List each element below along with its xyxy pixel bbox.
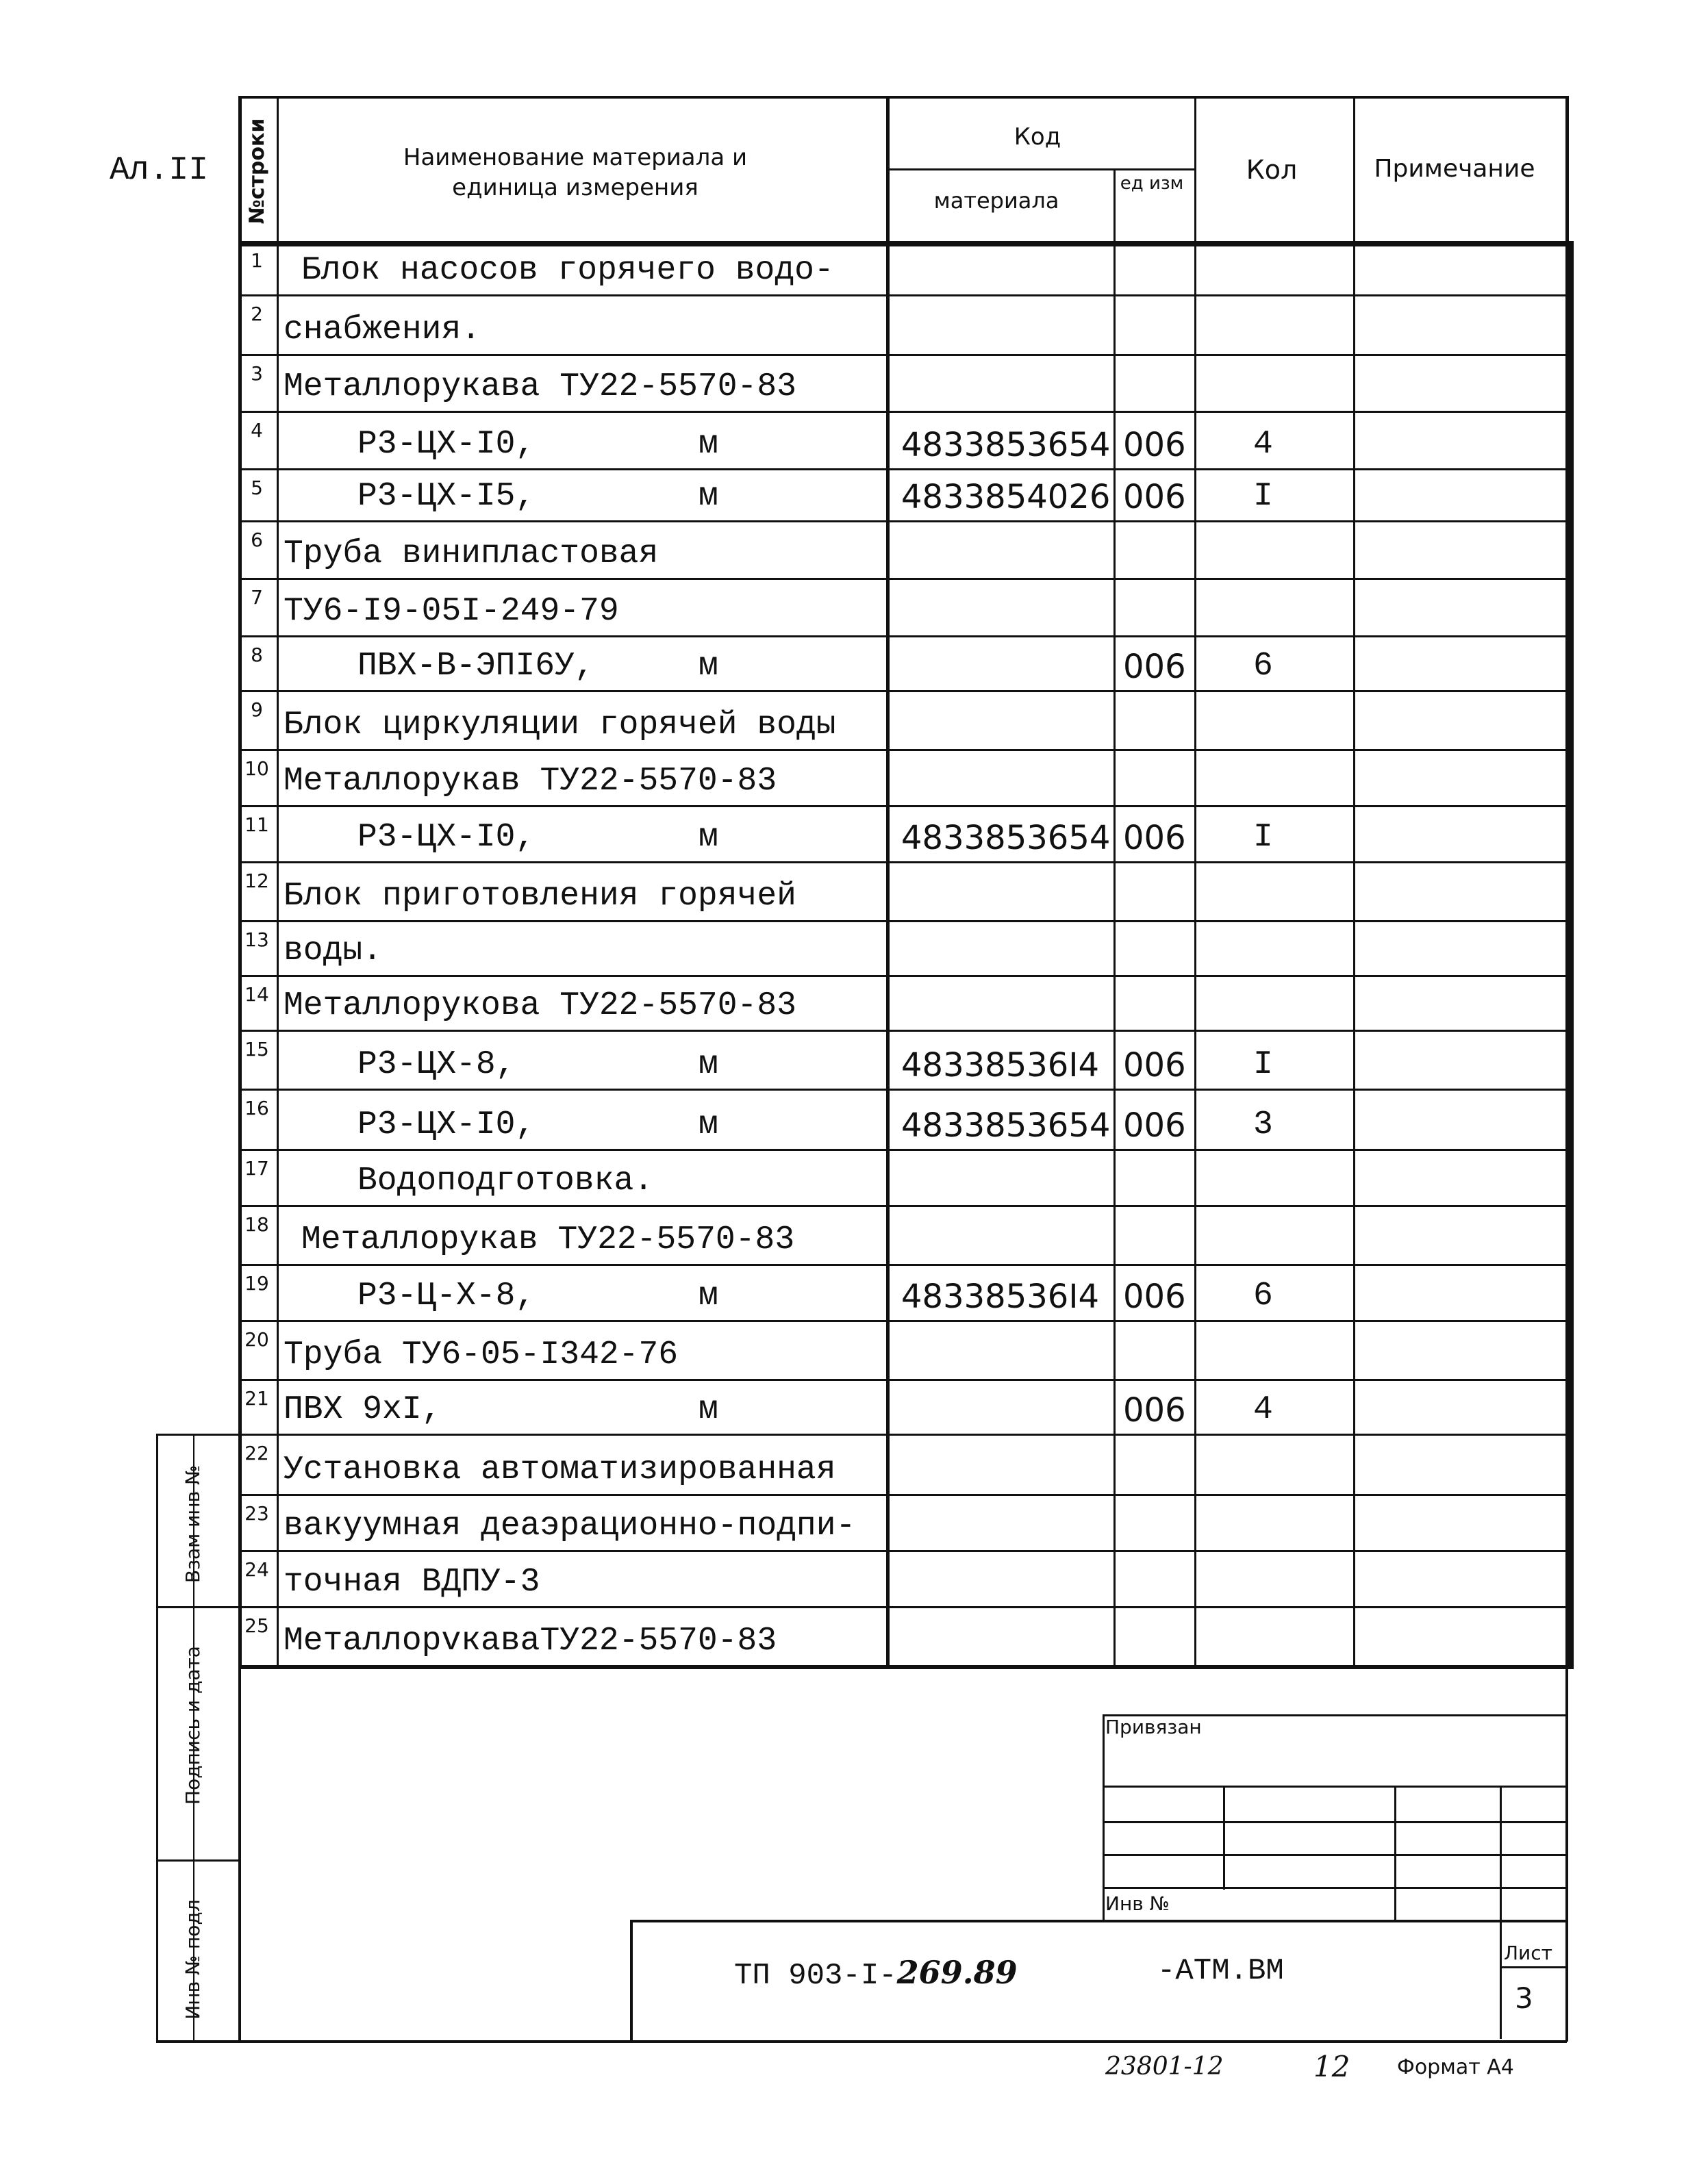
row-number: 6 — [251, 529, 263, 551]
stamp-inv-no: Инв № — [1105, 1892, 1170, 1915]
header-code: Код — [1014, 123, 1061, 151]
row-number: 21 — [244, 1387, 269, 1410]
row-line — [238, 468, 1574, 470]
unit: м — [699, 819, 718, 856]
margin-vzam-inv: Взам инв № — [181, 1464, 204, 1584]
stamp-line — [1103, 1887, 1568, 1889]
material-name: Р3-ЦХ-I5, — [357, 478, 536, 515]
material-code: 4833853654 — [901, 1106, 1111, 1145]
row-number: 2 — [251, 303, 263, 325]
row-line — [238, 749, 1574, 751]
row-number: 19 — [244, 1272, 269, 1295]
row-line — [238, 520, 1574, 522]
margin-podpis-data: Подпись и дата — [181, 1646, 204, 1805]
unit: м — [699, 1046, 718, 1083]
table-right-thick-border — [1568, 241, 1574, 1665]
header-name: Наименование материала и единица измерения — [403, 144, 748, 201]
frame-left-line — [238, 1665, 241, 2042]
material-name: Блок циркуляции горячей воды — [284, 707, 836, 744]
stamp-privyazan: Привязан — [1105, 1716, 1202, 1738]
unit: м — [699, 1391, 718, 1428]
material-code: 48338536I4 — [901, 1046, 1100, 1084]
col-line — [1194, 96, 1196, 1665]
row-number: 23 — [244, 1502, 269, 1525]
table-top-border — [238, 96, 1565, 99]
header-row-no: №строки — [245, 118, 269, 225]
col-line — [886, 96, 890, 1665]
material-name: Водоподготовка. — [357, 1163, 654, 1199]
col-line — [277, 96, 279, 1665]
row-line — [238, 354, 1574, 356]
material-name: Блок приготовления горячей — [284, 878, 796, 915]
row-line — [238, 635, 1574, 637]
material-name: Труба винипластовая — [284, 535, 659, 572]
stamp-left-line — [1103, 1714, 1105, 1920]
row-line — [238, 861, 1574, 863]
row-line — [238, 578, 1574, 580]
sheet-label: Ал.II — [110, 152, 209, 189]
material-name: Р3-ЦХ-8, — [357, 1046, 516, 1083]
stamp-line — [1103, 1854, 1568, 1856]
margin-left-line — [156, 1434, 158, 2042]
doc-code-prefix: ТП 903-I- — [734, 1959, 897, 1993]
material-name: Металлорукова ТУ22-5570-83 — [284, 987, 796, 1024]
row-number: 22 — [244, 1442, 269, 1464]
unit: м — [699, 1106, 718, 1143]
row-number: 5 — [251, 477, 263, 499]
row-number: 20 — [244, 1328, 269, 1351]
row-line — [238, 1550, 1574, 1552]
unit-code: 006 — [1123, 426, 1186, 464]
row-number: 24 — [244, 1558, 269, 1581]
quantity: 4 — [1253, 1391, 1273, 1428]
row-line — [238, 1149, 1574, 1151]
stamp-list-label: Лист — [1504, 1942, 1552, 1964]
stamp-list-no: 3 — [1515, 1981, 1533, 2015]
row-line — [238, 1320, 1574, 1322]
footer-format: Формат А4 — [1397, 2055, 1514, 2079]
material-name: Р3-ЦХ-I0, — [357, 1106, 536, 1143]
quantity: I — [1253, 819, 1273, 856]
row-line — [238, 920, 1574, 922]
table-bottom-border — [238, 1665, 1574, 1669]
material-name: Металлорукава ТУ22-5570-83 — [284, 368, 796, 405]
col-line — [1113, 168, 1116, 1665]
row-number: 15 — [244, 1038, 269, 1061]
material-name: точная ВДПУ-3 — [284, 1564, 540, 1601]
material-code: 4833854026 — [901, 478, 1111, 516]
unit-code: 006 — [1123, 1391, 1186, 1430]
material-name: Металлорукав ТУ22-5570-83 — [301, 1221, 795, 1258]
doc-code-handwritten: 269.89 — [896, 1954, 1018, 1991]
header-bottom-border — [238, 241, 1574, 246]
unit: м — [699, 1278, 718, 1315]
row-number: 14 — [244, 983, 269, 1006]
row-line — [238, 1089, 1574, 1091]
quantity: 3 — [1253, 1106, 1273, 1143]
material-name: Блок насосов горячего водо- — [301, 252, 834, 289]
row-line — [238, 294, 1574, 296]
quantity: 6 — [1253, 648, 1273, 685]
footer-page-hand: 12 — [1313, 2050, 1350, 2083]
row-number: 18 — [244, 1213, 269, 1236]
unit-code: 006 — [1123, 1278, 1186, 1316]
frame-right-line — [1565, 1665, 1568, 2042]
row-line — [238, 1494, 1574, 1496]
row-line — [238, 1264, 1574, 1266]
row-line — [238, 1379, 1574, 1381]
unit-code: 006 — [1123, 1106, 1186, 1145]
row-line — [238, 805, 1574, 807]
row-line — [238, 1205, 1574, 1207]
row-number: 16 — [244, 1097, 269, 1119]
row-line — [238, 975, 1574, 977]
material-name: Металлорукав ТУ22-5570-83 — [284, 763, 777, 800]
material-name: ТУ6-I9-05I-249-79 — [284, 593, 619, 630]
material-name: снабжения. — [284, 312, 481, 348]
stamp-line — [1103, 1786, 1568, 1788]
row-number: 12 — [244, 869, 269, 892]
quantity: 4 — [1253, 426, 1273, 463]
row-number: 1 — [251, 249, 263, 272]
row-number: 25 — [244, 1614, 269, 1637]
row-number: 4 — [251, 419, 263, 442]
header-note: Примечание — [1374, 155, 1535, 183]
material-name: Р3-ЦХ-I0, — [357, 819, 536, 856]
title-block-left-line — [630, 1920, 633, 2040]
unit-code: 006 — [1123, 648, 1186, 686]
doc-code — [734, 1954, 1018, 1993]
material-name: ПВХ-В-ЭПI6У, — [357, 648, 594, 685]
stamp-col-line — [1394, 1786, 1396, 1920]
material-code: 48338536I4 — [901, 1278, 1100, 1316]
row-number: 10 — [244, 757, 269, 780]
quantity: I — [1253, 1046, 1273, 1083]
title-block-top-line — [630, 1920, 1568, 1922]
margin-inv-podl: Инв № подл — [181, 1899, 204, 2020]
frame-bottom-line — [156, 2040, 1567, 2043]
stamp-col-line — [1500, 1786, 1502, 2039]
material-name: Труба ТУ6-05-I342-76 — [284, 1336, 679, 1373]
material-code: 4833853654 — [901, 819, 1111, 857]
row-number: 9 — [251, 698, 263, 721]
row-line — [238, 411, 1574, 413]
doc-code-suffix: -АТМ.ВМ — [1157, 1954, 1284, 1988]
unit: м — [699, 426, 718, 463]
unit: м — [699, 648, 718, 685]
row-number: 11 — [244, 813, 269, 836]
material-name: вакуумная деаэрационно-подпи- — [284, 1508, 856, 1545]
row-line — [238, 1606, 1574, 1608]
row-number: 7 — [251, 586, 263, 609]
row-line — [238, 1434, 1574, 1436]
material-name: Р3-ЦХ-I0, — [357, 426, 536, 463]
unit-code: 006 — [1123, 478, 1186, 516]
quantity: I — [1253, 478, 1273, 515]
unit-code: 006 — [1123, 1046, 1186, 1084]
material-name: воды. — [284, 932, 383, 969]
row-number: 3 — [251, 362, 263, 385]
unit-code: 006 — [1123, 819, 1186, 857]
row-number: 17 — [244, 1157, 269, 1180]
material-name: Р3-Ц-Х-8, — [357, 1278, 536, 1315]
material-name: МеталлорvкаваТУ22-5570-83 — [284, 1623, 777, 1660]
footer-order-no: 23801-12 — [1105, 2053, 1224, 2081]
row-number: 13 — [244, 928, 269, 951]
list-sep-line — [1500, 1966, 1568, 1968]
stamp-col-line — [1223, 1786, 1225, 1890]
material-code: 4833853654 — [901, 426, 1111, 464]
header-qty: Кол — [1246, 155, 1298, 185]
row-number: 8 — [251, 644, 263, 666]
material-name: ПВХ 9хI, — [284, 1391, 442, 1428]
row-line — [238, 690, 1574, 692]
header-code-material: материала — [933, 188, 1059, 214]
unit: м — [699, 478, 718, 515]
col-line — [1353, 96, 1355, 1665]
code-subheader-line — [886, 168, 1194, 170]
header-code-unit: ед изм — [1120, 173, 1184, 194]
material-name: Установка автоматизированная — [284, 1451, 836, 1488]
quantity: 6 — [1253, 1278, 1273, 1315]
stamp-line — [1103, 1821, 1568, 1823]
row-line — [238, 1030, 1574, 1032]
